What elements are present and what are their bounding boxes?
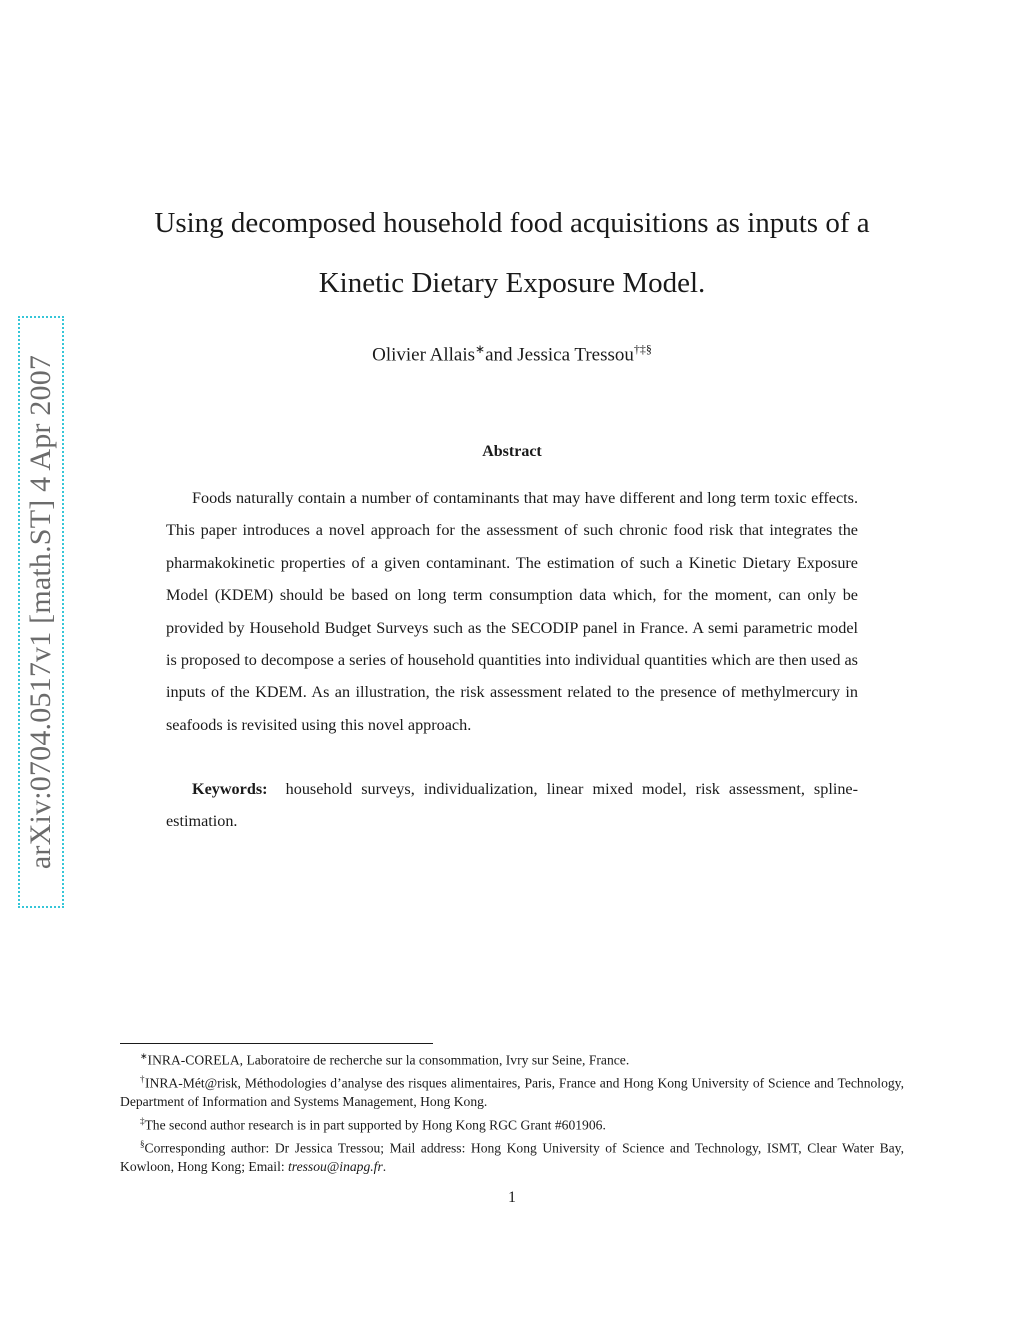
footnotes — [120, 1047, 904, 1176]
footnote-mark: ∗ — [140, 1051, 148, 1061]
footnote-2 — [120, 1070, 904, 1112]
keywords-text: household surveys, individualization, linear mixed model, risk assessment, spline-estimation. — [166, 780, 858, 831]
footnote-text: INRA-Mét@risk, Méthodologies d’analyse des risques alimentaires, Paris, France and Hong Kong University of Science and Technology, Department of Information and Systems Management, Hong Kong. — [120, 1075, 904, 1110]
paper-title-line-1: Using decomposed household food acquisitions as inputs of a — [154, 207, 870, 239]
arxiv-identifier-text: arXiv:0704.0517v1 [math.ST] 4 Apr 2007 — [24, 354, 57, 870]
footnote-3 — [120, 1112, 904, 1135]
paper-title-line-2: Kinetic Dietary Exposure Model. — [318, 267, 706, 299]
author-1-footnote-mark: ∗ — [475, 342, 486, 356]
footnote-text: INRA-CORELA, Laboratoire de recherche sur la consommation, Ivry sur Seine, France. — [147, 1052, 630, 1068]
footnote-end: . — [382, 1158, 387, 1174]
footnote-mark: † — [140, 1074, 145, 1085]
author-1-name: Olivier Allais — [372, 344, 475, 366]
abstract-heading: Abstract — [482, 443, 542, 460]
arxiv-identifier-stamp — [18, 316, 64, 908]
page-number: 1 — [508, 1189, 516, 1206]
footnote-mark: ‡ — [140, 1115, 145, 1126]
email-link[interactable]: tressou@inapg.fr — [288, 1158, 383, 1174]
keywords-label: Keywords: — [192, 780, 268, 798]
footnote-1 — [120, 1047, 904, 1070]
footnote-text: Corresponding author: Dr Jessica Tressou; Mail address: Hong Kong University of Science and Technology, ISMT, Clear Water Bay, Kowloon, Hong Kong; Email: — [120, 1140, 904, 1174]
abstract-body: Foods naturally contain a number of contaminants that may have different and long term toxic effects. This paper introduces a novel approach for the assessment of such chronic food risk that integrates the pharmakokinetic properties of a given contaminant. The estimation of such a Kinetic Dietary Exposure Model (KDEM) should be based on long term consumption data which, for the moment, can only be provided by Household Budget Surveys such as the SECODIP panel in France. A semi parametric model is proposed to decompose a series of household quantities into individual quantities which are then used as inputs of the KDEM. As an illustration, the risk assessment related to the presence of methylmercury in seafoods is revisited using this novel approach. — [166, 489, 858, 734]
author-2-name: and Jessica Tressou — [485, 344, 634, 366]
footnote-rule — [120, 1043, 433, 1044]
keywords-paragraph — [166, 773, 858, 838]
author-line — [140, 342, 884, 366]
footnote-mark: § — [140, 1138, 145, 1149]
footnote-4 — [120, 1135, 904, 1177]
author-2-footnote-marks: †‡§ — [633, 342, 652, 356]
footnote-text: The second author research is in part supported by Hong Kong RGC Grant #601906. — [144, 1117, 606, 1133]
